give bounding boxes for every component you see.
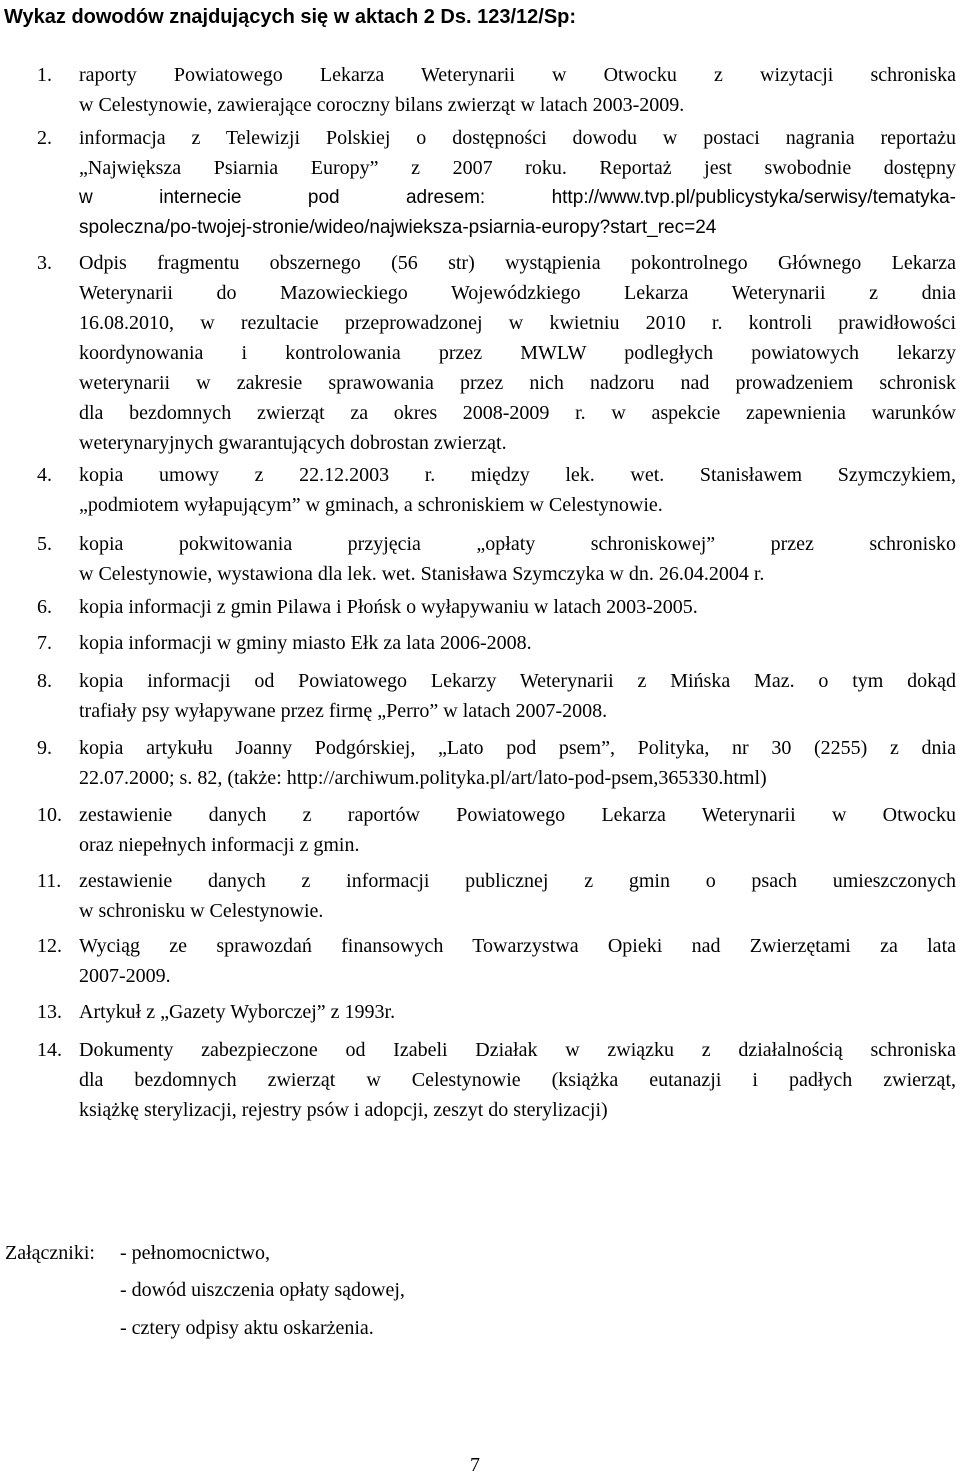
item-text-line: kopia artykułu Joanny Podgórskiej, „Lato pod psem”, Polityka, nr 30 (2255) z dnia bbox=[79, 737, 956, 759]
item-text bbox=[79, 60, 956, 120]
evidence-item bbox=[37, 997, 956, 1027]
item-text bbox=[79, 592, 956, 622]
item-text-line: zestawienie danych z informacji publicznej z gmin o psach umieszczonych bbox=[79, 870, 956, 892]
item-text-line: weterynarii w zakresie sprawowania przez nich nadzoru nad prowadzeniem schronisk bbox=[79, 372, 956, 394]
item-text-line: Wyciąg ze sprawozdań finansowych Towarzystwa Opieki nad Zwierzętami za lata bbox=[79, 935, 956, 957]
item-text-line: książkę sterylizacji, rejestry psów i adopcji, zeszyt do sterylizacji) bbox=[79, 1099, 608, 1121]
item-number: 9. bbox=[37, 737, 52, 759]
item-text-line: 2007-2009. bbox=[79, 965, 171, 987]
evidence-item bbox=[37, 529, 956, 589]
item-number: 7. bbox=[37, 632, 52, 654]
evidence-item bbox=[37, 628, 956, 658]
item-text-line: weterynaryjnych gwarantujących dobrostan zwierząt. bbox=[79, 432, 507, 454]
item-text-line: „Największa Psiarnia Europy” z 2007 roku. Reportaż jest swobodnie dostępny bbox=[79, 157, 956, 179]
item-text bbox=[79, 1035, 956, 1125]
item-number: 12. bbox=[37, 935, 62, 957]
item-text-line: zestawienie danych z raportów Powiatowego Lekarza Weterynarii w Otwocku bbox=[79, 804, 956, 826]
evidence-item bbox=[37, 931, 956, 991]
item-number: 14. bbox=[37, 1039, 62, 1061]
evidence-item bbox=[37, 666, 956, 726]
evidence-item bbox=[37, 123, 956, 243]
item-text-line: kopia pokwitowania przyjęcia „opłaty schroniskowej” przez schronisko bbox=[79, 533, 956, 555]
item-text bbox=[79, 733, 956, 793]
item-text-line: kopia informacji z gmin Pilawa i Płońsk o wyłapywaniu w latach 2003-2005. bbox=[79, 596, 698, 618]
item-text-line: Dokumenty zabezpieczone od Izabeli Działak w związku z działalnością schroniska bbox=[79, 1039, 956, 1061]
page-number: 7 bbox=[470, 1454, 480, 1476]
evidence-item bbox=[37, 460, 956, 520]
item-text-line: kopia informacji od Powiatowego Lekarzy Weterynarii z Mińska Maz. o tym dokąd bbox=[79, 670, 956, 692]
item-text-line: oraz niepełnych informacji z gmin. bbox=[79, 834, 360, 856]
item-text bbox=[79, 997, 956, 1027]
item-number: 6. bbox=[37, 596, 52, 618]
item-text-line: trafiały psy wyłapywane przez firmę „Perro” w latach 2007-2008. bbox=[79, 700, 608, 722]
item-text bbox=[79, 123, 956, 243]
item-text-line: raporty Powiatowego Lekarza Weterynarii w Otwocku z wizytacji schroniska bbox=[79, 64, 956, 86]
item-number: 3. bbox=[37, 252, 52, 274]
item-text-line: dla bezdomnych zwierząt za okres 2008-2009 r. w aspekcie zapewnienia warunków bbox=[79, 402, 956, 424]
item-text-line: dla bezdomnych zwierząt w Celestynowie (książka eutanazji i padłych zwierząt, bbox=[79, 1069, 956, 1091]
item-text-line: Odpis fragmentu obszernego (56 str) wystąpienia pokontrolnego Głównego Lekarza bbox=[79, 252, 956, 274]
item-text bbox=[79, 529, 956, 589]
document-heading: Wykaz dowodów znajdujących się w aktach 2 Ds. 123/12/Sp: bbox=[4, 6, 577, 28]
item-number: 10. bbox=[37, 804, 62, 826]
item-number: 8. bbox=[37, 670, 52, 692]
evidence-item bbox=[37, 1035, 956, 1125]
item-text-line: informacja z Telewizji Polskiej o dostępności dowodu w postaci nagrania reportażu bbox=[79, 127, 956, 149]
attachment-item: - dowód uiszczenia opłaty sądowej, bbox=[120, 1279, 405, 1301]
item-text-line: Artykuł z „Gazety Wyborczej” z 1993r. bbox=[79, 1001, 396, 1023]
item-text bbox=[79, 460, 956, 520]
evidence-item bbox=[37, 60, 956, 120]
attachment-item: - cztery odpisy aktu oskarżenia. bbox=[120, 1317, 374, 1339]
item-text bbox=[79, 931, 956, 991]
evidence-item bbox=[37, 733, 956, 793]
item-number: 13. bbox=[37, 1001, 62, 1023]
attachment-item: - pełnomocnictwo, bbox=[120, 1242, 270, 1264]
item-text bbox=[79, 800, 956, 860]
item-text-line: 16.08.2010, w rezultacie przeprowadzonej w kwietniu 2010 r. kontroli prawidłowości bbox=[79, 312, 956, 334]
item-number: 1. bbox=[37, 64, 52, 86]
item-text bbox=[79, 666, 956, 726]
item-text bbox=[79, 248, 956, 458]
item-text bbox=[79, 628, 956, 658]
item-text bbox=[79, 866, 956, 926]
evidence-item bbox=[37, 866, 956, 926]
item-text-line: w Celestynowie, wystawiona dla lek. wet. Stanisława Szymczyka w dn. 26.04.2004 r. bbox=[79, 563, 765, 585]
item-text-line: spoleczna/po-twojej-stronie/wideo/najwieksza-psiarnia-europy?start_rec=24 bbox=[79, 217, 717, 238]
evidence-item bbox=[37, 592, 956, 622]
item-number: 2. bbox=[37, 127, 52, 149]
item-text-line: kopia umowy z 22.12.2003 r. między lek. wet. Stanisławem Szymczykiem, bbox=[79, 464, 956, 486]
item-text-line: „podmiotem wyłapującym” w gminach, a schroniskiem w Celestynowie. bbox=[79, 494, 663, 516]
item-text-line: w schronisku w Celestynowie. bbox=[79, 900, 324, 922]
item-text-line: koordynowania i kontrolowania przez MWLW podległych powiatowych lekarzy bbox=[79, 342, 956, 364]
item-text-line: Weterynarii do Mazowieckiego Wojewódzkiego Lekarza Weterynarii z dnia bbox=[79, 282, 956, 304]
evidence-item bbox=[37, 248, 956, 458]
item-number: 4. bbox=[37, 464, 52, 486]
item-text-line: 22.07.2000; s. 82, (także: http://archiwum.polityka.pl/art/lato-pod-psem,365330.html) bbox=[79, 767, 767, 789]
item-number: 5. bbox=[37, 533, 52, 555]
item-text-line: kopia informacji w gminy miasto Ełk za lata 2006-2008. bbox=[79, 632, 532, 654]
item-number: 11. bbox=[37, 870, 62, 892]
item-text-line: w internecie pod adresem: http://www.tvp.pl/publicystyka/serwisy/tematyka- bbox=[79, 187, 956, 208]
item-text-line: w Celestynowie, zawierające coroczny bilans zwierząt w latach 2003-2009. bbox=[79, 94, 685, 116]
evidence-item bbox=[37, 800, 956, 860]
attachments-label: Załączniki: bbox=[5, 1242, 95, 1264]
